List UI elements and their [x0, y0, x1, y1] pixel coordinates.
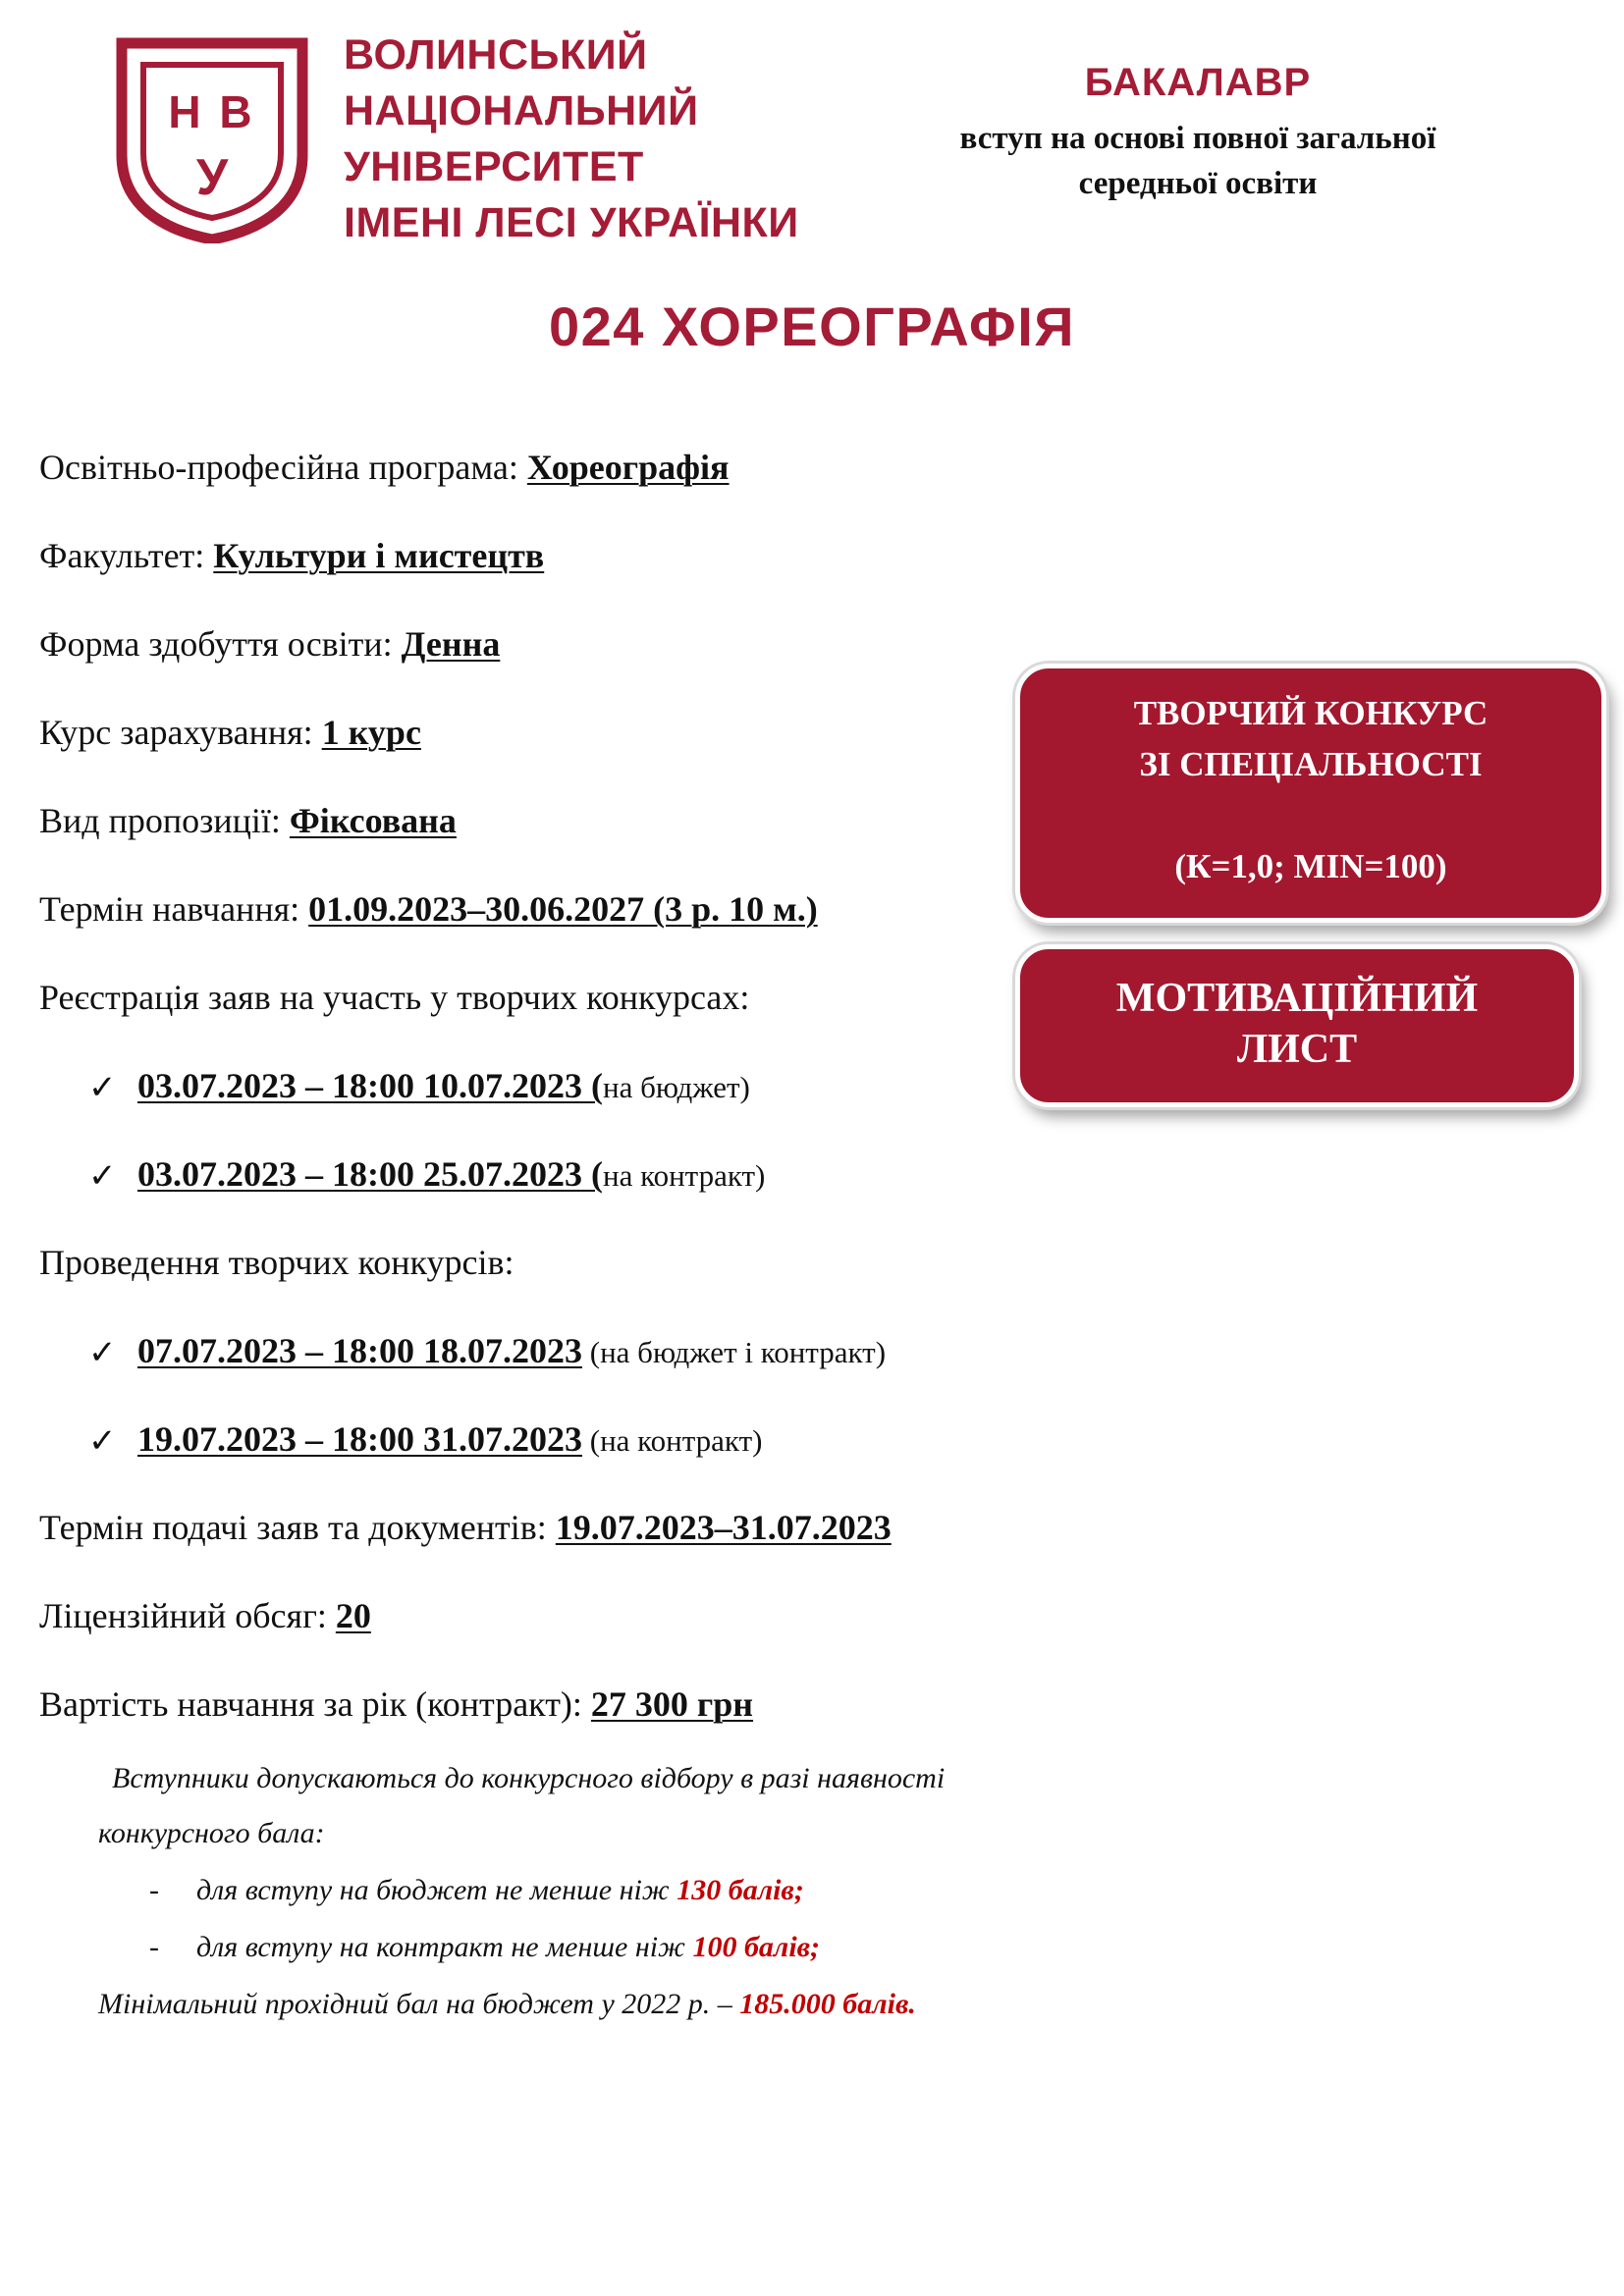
degree-title: БАКАЛАВР	[1084, 61, 1312, 104]
notes-contract-text: для вступу на контракт не менше ніж	[196, 1931, 693, 1963]
notes-min-line	[98, 1988, 916, 2021]
notes-budget-line	[196, 1874, 804, 1907]
study-form-value: Денна	[401, 624, 501, 664]
notes-contract-value: 100 балів;	[692, 1931, 821, 1963]
study-term-value: 01.09.2023–30.06.2027 (3 р. 10 м.)	[308, 889, 818, 929]
contest-item	[137, 1419, 762, 1461]
offer-type-value: Фіксована	[289, 801, 457, 840]
cost-value: 27 300 грн	[590, 1684, 754, 1724]
contest-item	[137, 1331, 886, 1372]
notes-contract-line	[196, 1931, 820, 1964]
contest-panel-line-1: ТВОРЧИЙ КОНКУРС	[1133, 694, 1489, 732]
program-label: Освітньо-професійна програма:	[39, 448, 527, 487]
notes-budget-value: 130 балів;	[677, 1874, 804, 1906]
letter-panel-line-1: МОТИВАЦІЙНИЙ	[1115, 976, 1479, 1021]
study-term-label: Термін навчання:	[39, 889, 309, 929]
course-value: 1 курс	[321, 713, 421, 752]
registration-dates: 03.07.2023 – 18:00 25.07.2023 (	[137, 1154, 603, 1194]
notes-min-text: Мінімальний прохідний бал на бюджет у 2022 р. –	[98, 1988, 740, 2020]
university-name-line-4: ІМЕНІ ЛЕСІ УКРАЇНКИ	[344, 199, 799, 246]
degree-note-line-1: вступ на основі повної загальної	[959, 121, 1436, 156]
degree-note-line-2: середньої освіти	[1078, 166, 1318, 201]
license-label: Ліцензійний обсяг:	[39, 1596, 336, 1635]
submission-row	[39, 1508, 892, 1547]
bullet-dash: -	[149, 1931, 159, 1963]
university-name-line-3: УНІВЕРСИТЕТ	[344, 143, 644, 190]
contest-dates: 07.07.2023 – 18:00 18.07.2023	[137, 1331, 582, 1370]
university-crest-logo	[116, 37, 308, 243]
offer-type-row	[39, 801, 457, 840]
faculty-value: Культури і мистецтв	[213, 536, 545, 575]
registration-note: на контракт)	[602, 1158, 766, 1193]
license-value: 20	[335, 1596, 371, 1635]
university-name	[344, 27, 815, 251]
cost-row	[39, 1684, 753, 1724]
study-form-label: Форма здобуття освіти:	[39, 624, 402, 664]
study-term-row	[39, 889, 818, 929]
registration-item	[137, 1066, 750, 1107]
specialty-title: 024 ХОРЕОГРАФІЯ	[548, 295, 1076, 357]
contests-label: Проведення творчих конкурсів:	[39, 1243, 514, 1282]
notes-min-value: 185.000 балів.	[739, 1988, 916, 2020]
submission-value: 19.07.2023–31.07.2023	[555, 1508, 892, 1547]
contest-dates: 19.07.2023 – 18:00 31.07.2023	[137, 1419, 582, 1459]
registration-label: Реєстрація заяв на участь у творчих конкурсах:	[39, 978, 750, 1017]
contest-panel-line-2: ЗІ СПЕЦІАЛЬНОСТІ	[1139, 745, 1483, 783]
license-row	[39, 1596, 371, 1635]
program-value: Хореографія	[526, 448, 730, 487]
registration-dates: 03.07.2023 – 18:00 10.07.2023 (	[137, 1066, 603, 1105]
checkmark-icon: ✓	[88, 1158, 117, 1195]
creative-contest-panel	[1015, 664, 1606, 923]
contest-note: (на бюджет і контракт)	[582, 1335, 887, 1369]
notes-budget-text: для вступу на бюджет не менше ніж	[196, 1874, 677, 1906]
letter-panel-line-2: ЛИСТ	[1236, 1027, 1358, 1072]
motivation-letter-panel	[1015, 944, 1579, 1107]
submission-label: Термін подачі заяв та документів:	[39, 1508, 556, 1547]
notes-intro-line-2: конкурсного бала:	[98, 1817, 325, 1849]
contest-panel-line-3: (К=1,0; MIN=100)	[1174, 847, 1447, 885]
checkmark-icon: ✓	[88, 1070, 117, 1106]
degree-note	[884, 116, 1512, 206]
contest-note: (на контракт)	[582, 1423, 763, 1458]
checkmark-icon: ✓	[88, 1335, 117, 1371]
checkmark-icon: ✓	[88, 1423, 117, 1460]
registration-item	[137, 1154, 765, 1196]
course-row	[39, 713, 421, 752]
bullet-dash: -	[149, 1874, 159, 1906]
program-row	[39, 448, 730, 487]
university-name-line-2: НАЦІОНАЛЬНИЙ	[344, 87, 699, 134]
crest-letter-n: Н	[168, 86, 201, 137]
faculty-row	[39, 536, 544, 575]
crest-letter-u: У	[195, 149, 229, 206]
course-label: Курс зарахування:	[39, 713, 322, 752]
notes-intro-line-1: Вступники допускаються до конкурсного відбору в разі наявності	[112, 1762, 946, 1794]
study-form-row	[39, 624, 500, 664]
university-name-line-1: ВОЛИНСЬКИЙ	[344, 31, 648, 79]
registration-note: на бюджет)	[602, 1070, 750, 1104]
offer-type-label: Вид пропозиції:	[39, 801, 290, 840]
cost-label: Вартість навчання за рік (контракт):	[39, 1684, 591, 1724]
faculty-label: Факультет:	[39, 536, 214, 575]
crest-letter-v: В	[219, 86, 252, 137]
